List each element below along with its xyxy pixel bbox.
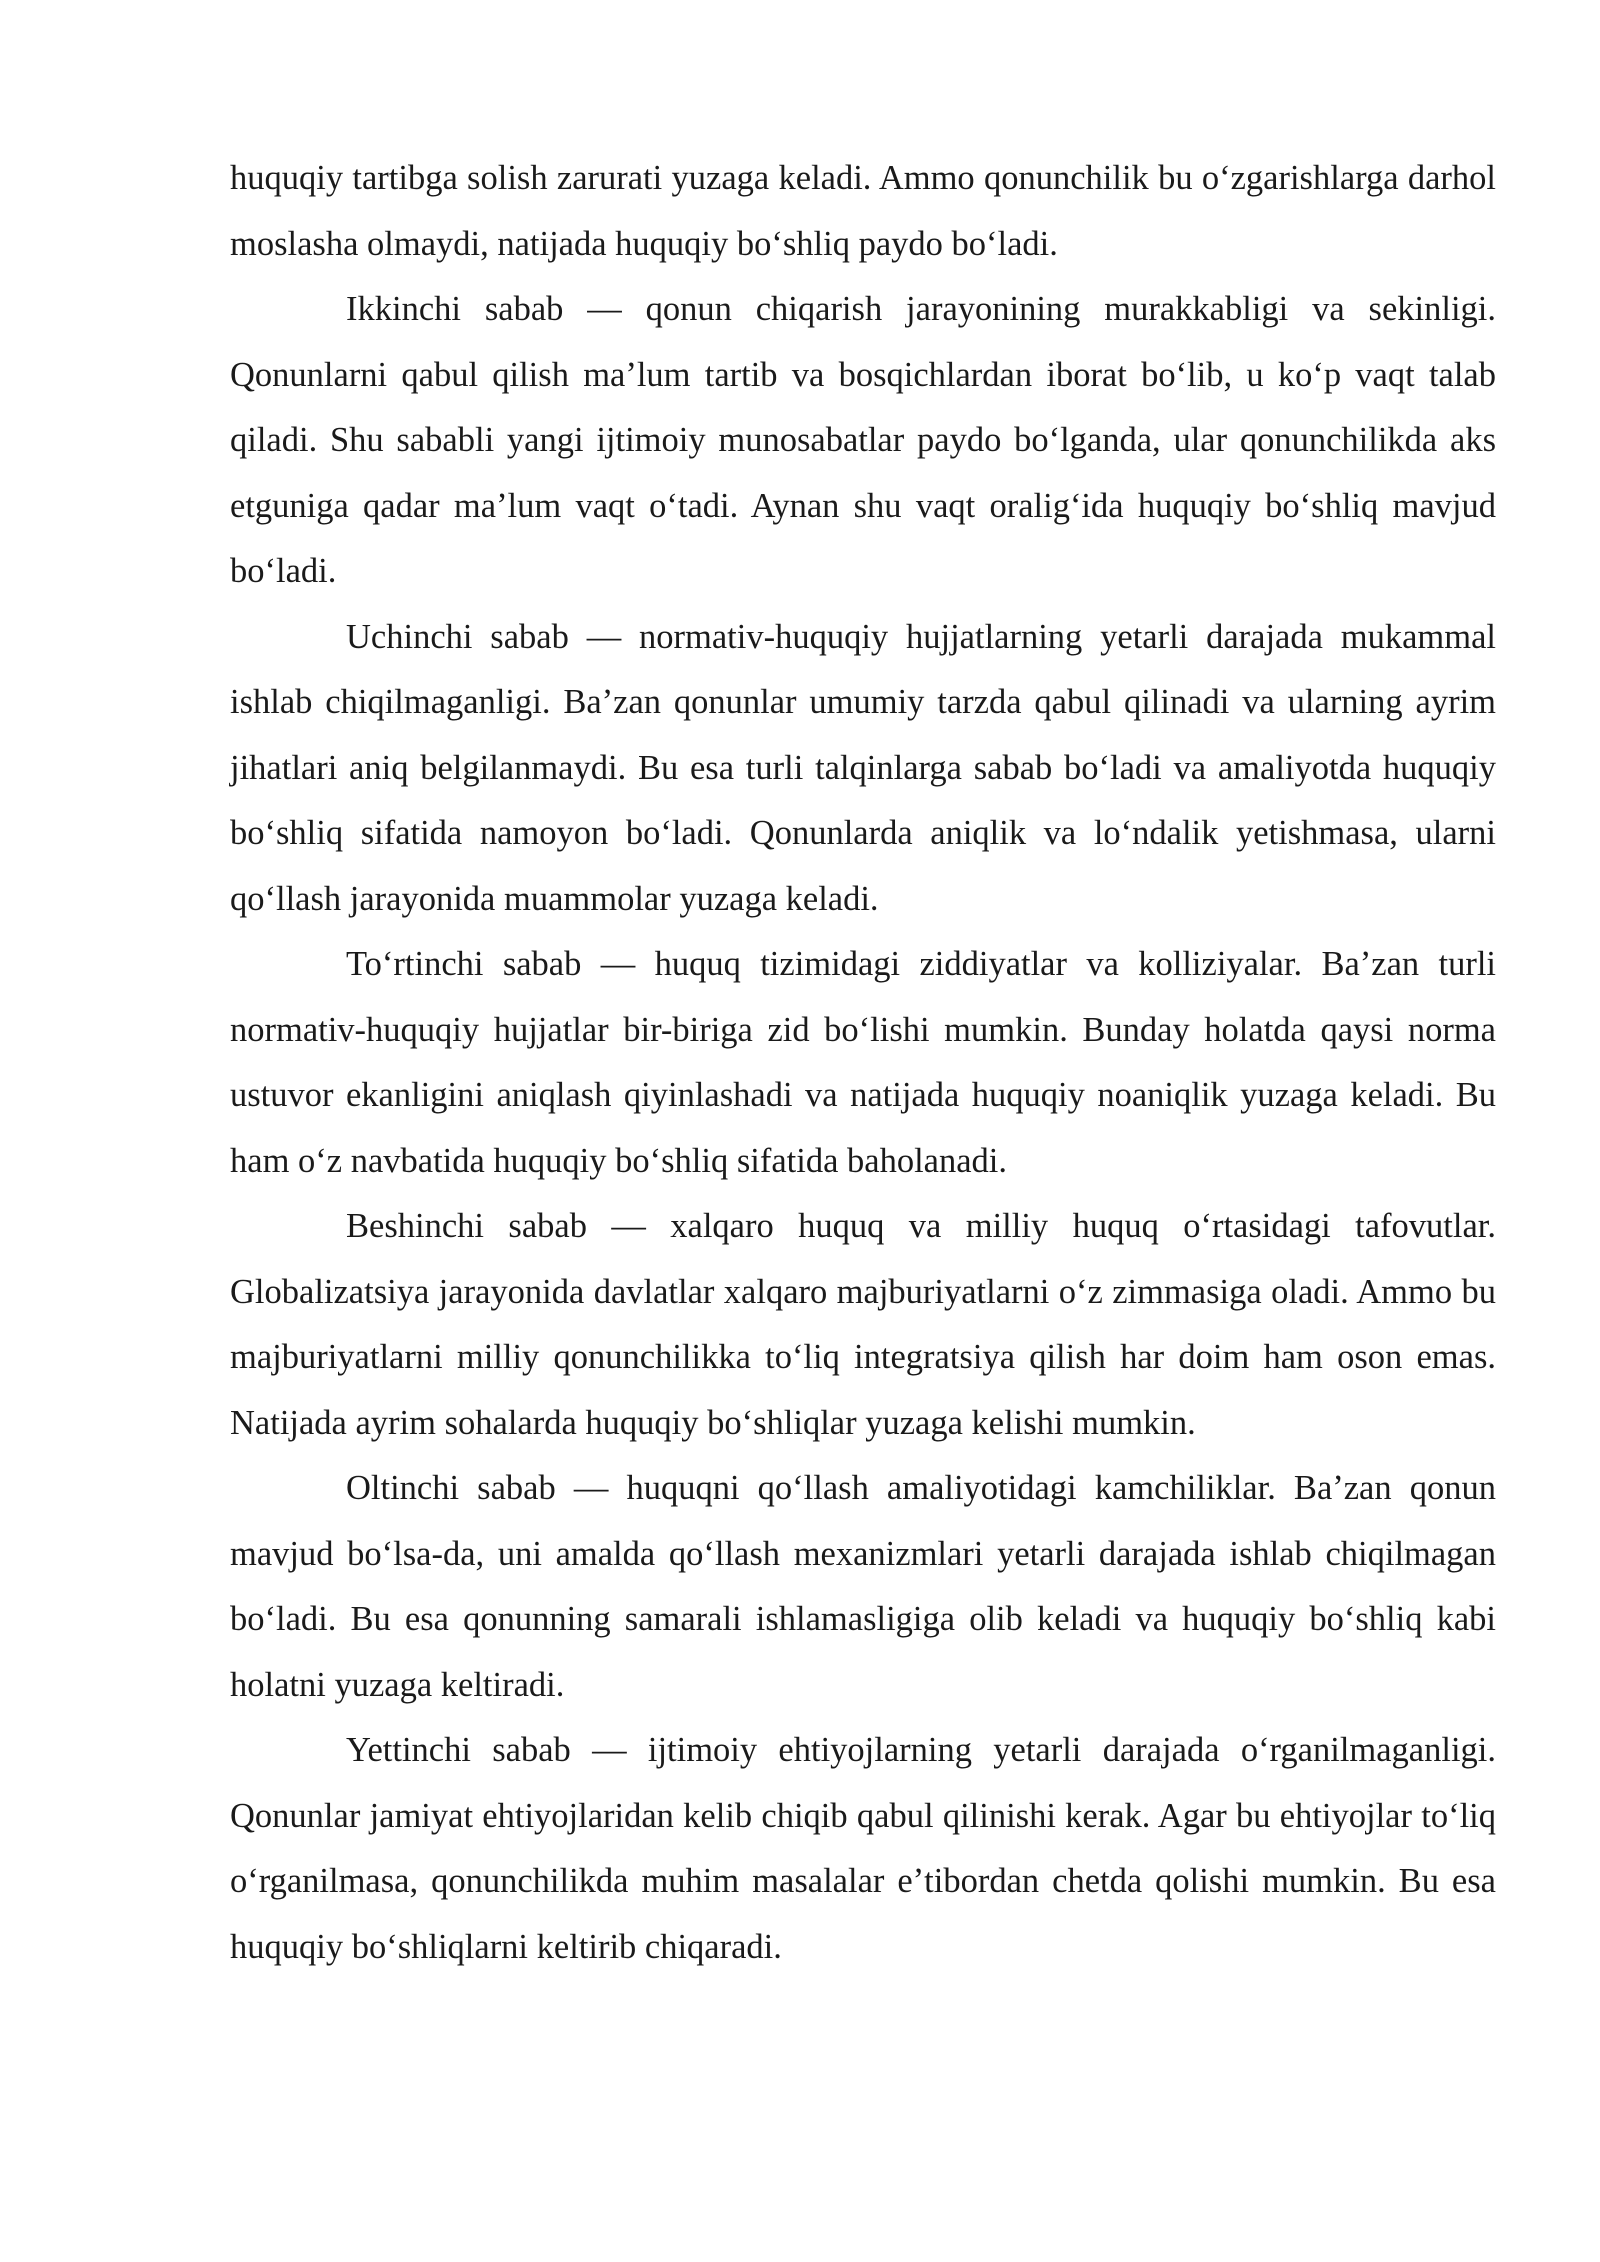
paragraph-third-cause: Uchinchi sabab — normativ-huquqiy hujjatlarning yetarli darajada mukammal ishlab chiqilmaganligi. Baʼzan qonunlar umumiy tarzda qabul qilinadi va ularning ayrim jihatlari aniq belgilanmaydi. Bu esa turli talqinlarga sabab boʻladi va amaliyotda huquqiy boʻshliq sifatida namoyon boʻladi. Qonunlarda aniqlik va loʻndalik yetishmasa, ularni qoʻllash jarayonida muammolar yuzaga keladi. bbox=[230, 617, 1496, 918]
paragraph-sixth-cause: Oltinchi sabab — huquqni qoʻllash amaliyotidagi kamchiliklar. Baʼzan qonun mavjud boʻlsa-da, uni amalda qoʻllash mexanizmlari yetarli darajada ishlab chiqilmagan boʻladi. Bu esa qonunning samarali ishlamasligiga olib keladi va huquqiy boʻshliq kabi holatni yuzaga keltiradi. bbox=[230, 1469, 1496, 1704]
paragraph-continuation: huquqiy tartibga solish zarurati yuzaga keladi. Ammo qonunchilik bu oʻzgarishlarga darhol moslasha olmaydi, natijada huquqiy boʻshliq paydo boʻladi. bbox=[230, 159, 1496, 263]
paragraph-seventh-cause: Yettinchi sabab — ijtimoiy ehtiyojlarning yetarli darajada oʻrganilmaganligi. Qonunlar jamiyat ehtiyojlaridan kelib chiqib qabul qilinishi kerak. Agar bu ehtiyojlar toʻliq oʻrganilmasa, qonunchilikda muhim masalalar eʼtibordan chetda qolishi mumkin. Bu esa huquqiy boʻshliqlarni keltirib chiqaradi. bbox=[230, 1731, 1496, 1966]
paragraph-second-cause: Ikkinchi sabab — qonun chiqarish jarayonining murakkabligi va sekinligi. Qonunlarni qabul qilish maʼlum tartib va bosqichlardan iborat boʻlib, u koʻp vaqt talab qiladi. Shu sababli yangi ijtimoiy munosabatlar paydo boʻlganda, ular qonunchilikda aks etguniga qadar maʼlum vaqt oʻtadi. Aynan shu vaqt oraligʻida huquqiy boʻshliq mavjud boʻladi. bbox=[230, 290, 1496, 590]
document-page bbox=[230, 146, 1496, 1980]
paragraph-fourth-cause: Toʻrtinchi sabab — huquq tizimidagi ziddiyatlar va kolliziyalar. Baʼzan turli normativ-huquqiy hujjatlar bir-biriga zid boʻlishi mumkin. Bunday holatda qaysi norma ustuvor ekanligini aniqlash qiyinlashadi va natijada huquqiy noaniqlik yuzaga keladi. Bu ham oʻz navbatida huquqiy boʻshliq sifatida baholanadi. bbox=[230, 945, 1496, 1180]
paragraph-fifth-cause: Beshinchi sabab — xalqaro huquq va milliy huquq oʻrtasidagi tafovutlar. Globalizatsiya jarayonida davlatlar xalqaro majburiyatlarni oʻz zimmasiga oladi. Ammo bu majburiyatlarni milliy qonunchilikka toʻliq integratsiya qilish har doim ham oson emas. Natijada ayrim sohalarda huquqiy boʻshliqlar yuzaga kelishi mumkin. bbox=[230, 1207, 1496, 1442]
